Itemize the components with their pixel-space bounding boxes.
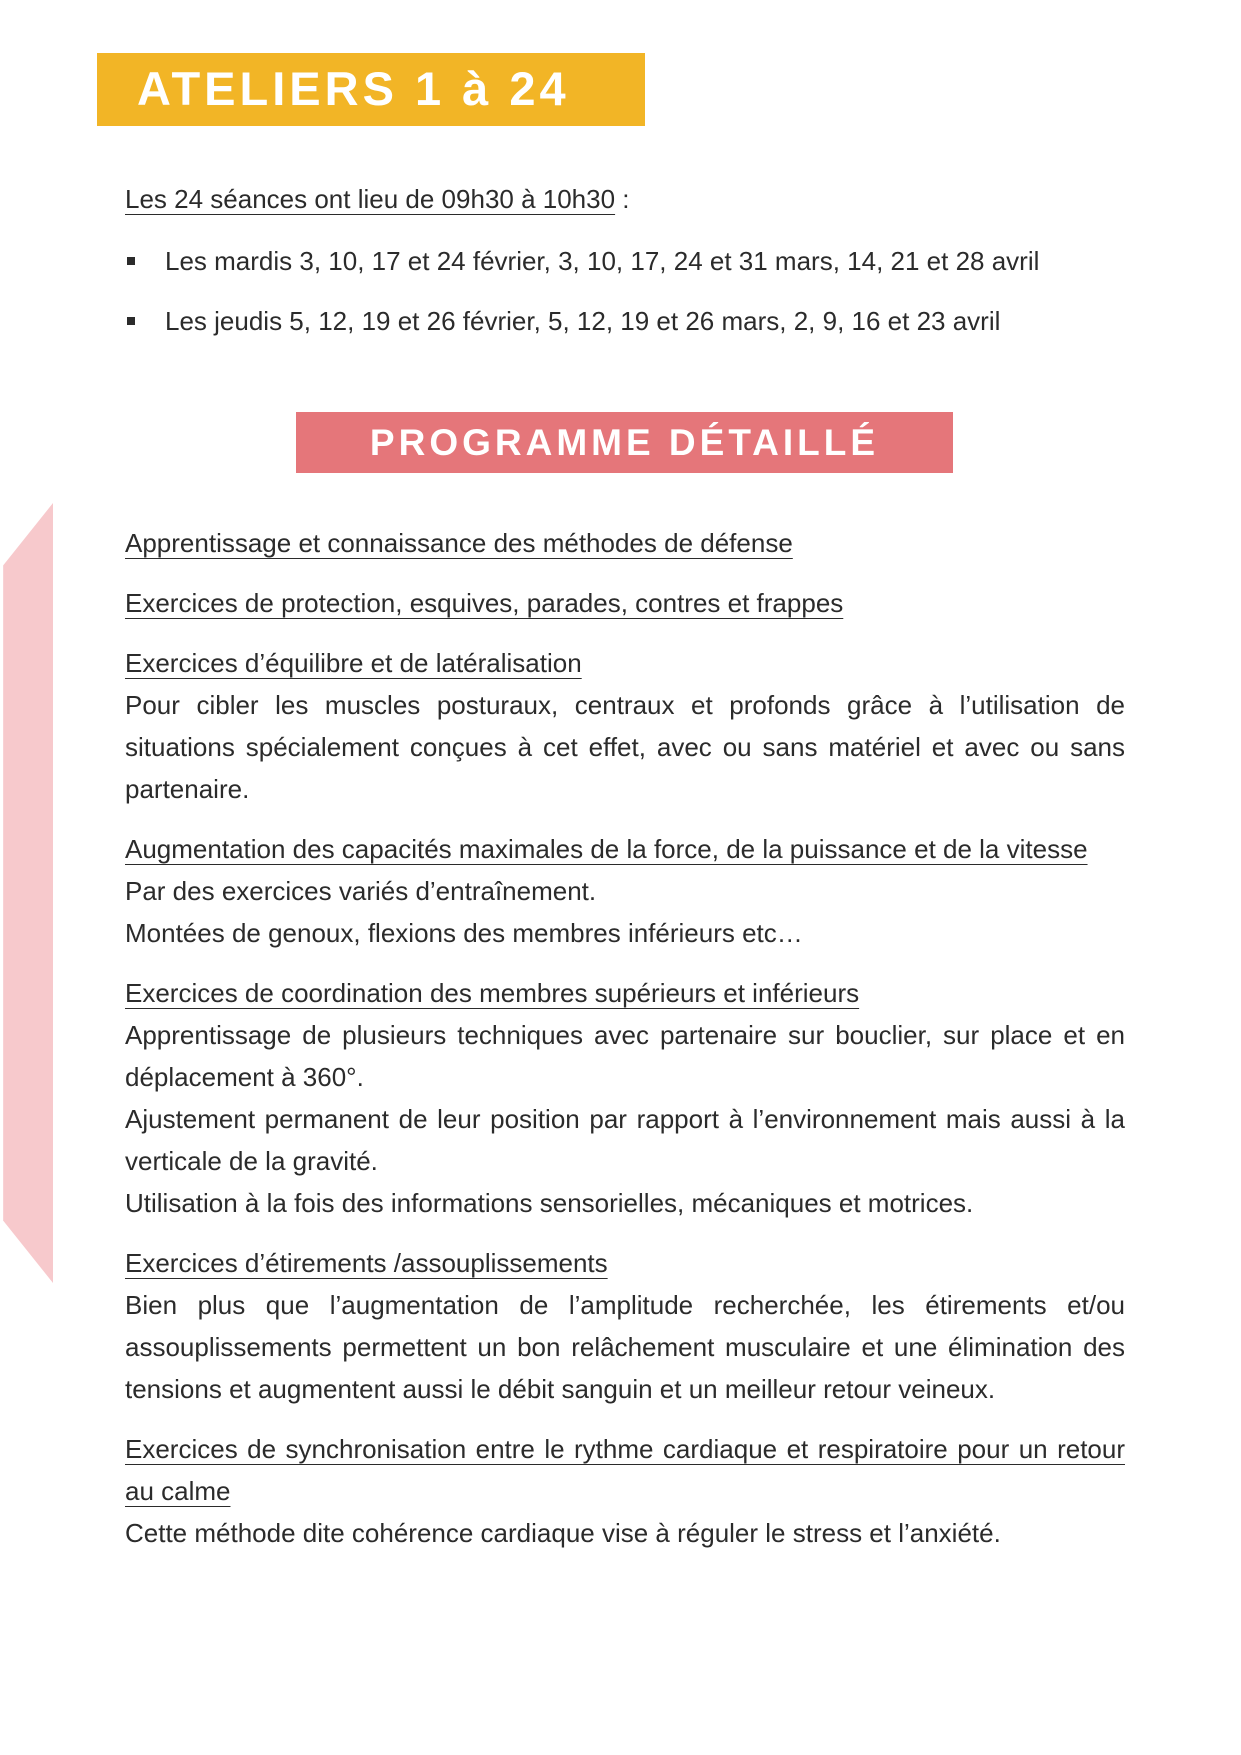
section-strength — [125, 828, 1125, 954]
programme-title: PROGRAMME DÉTAILLÉ — [369, 422, 880, 463]
section-coordination — [125, 972, 1125, 1224]
section-stretching — [125, 1242, 1125, 1410]
programme-banner — [296, 412, 953, 473]
section-balance — [125, 642, 1125, 810]
section-line: Par des exercices variés d’entraînement. — [125, 876, 597, 906]
programme-content — [125, 522, 1125, 1572]
ateliers-banner — [97, 53, 645, 126]
schedule-item-tuesdays — [125, 240, 1125, 282]
schedule-list — [125, 240, 1125, 360]
section-title: Apprentissage et connaissance des méthodes de défense — [125, 528, 793, 558]
schedule-intro-text: Les 24 séances ont lieu de 09h30 à 10h30 — [125, 184, 616, 214]
section-line: Ajustement permanent de leur position par rapport à l’environnement mais aussi à la verticale de la gravité. — [125, 1104, 1125, 1176]
section-title: Exercices d’étirements /assouplissements — [125, 1248, 608, 1278]
schedule-intro — [125, 178, 1125, 220]
section-title: Augmentation des capacités maximales de la force, de la puissance et de la vitesse — [125, 834, 1088, 864]
schedule-item-thursdays — [125, 300, 1125, 342]
schedule-intro-suffix: : — [615, 184, 630, 214]
section-line: Apprentissage de plusieurs techniques avec partenaire sur bouclier, sur place et en déplacement à 360°. — [125, 1020, 1125, 1092]
section-defense-methods — [125, 522, 1125, 564]
section-text: Cette méthode dite cohérence cardiaque vise à réguler le stress et l’anxiété. — [125, 1518, 1001, 1548]
section-title: Exercices de synchronisation entre le rythme cardiaque et respiratoire pour un retour au calme — [125, 1434, 1125, 1506]
section-protection — [125, 582, 1125, 624]
section-text: Bien plus que l’augmentation de l’amplitude recherchée, les étirements et/ou assouplissements permettent un bon relâchement musculaire et une élimination des tensions et augmentent aussi le débit sanguin et un meilleur retour veineux. — [125, 1290, 1125, 1404]
section-title: Exercices d’équilibre et de latéralisation — [125, 648, 582, 678]
ateliers-title: ATELIERS 1 à 24 — [137, 62, 570, 115]
section-title: Exercices de protection, esquives, parades, contres et frappes — [125, 588, 844, 618]
section-text: Pour cibler les muscles posturaux, centraux et profonds grâce à l’utilisation de situations spécialement conçues à cet effet, avec ou sans matériel et avec ou sans partenaire. — [125, 690, 1125, 804]
side-decoration — [0, 503, 53, 1283]
square-bullet-icon — [127, 317, 135, 325]
square-bullet-icon — [127, 257, 135, 265]
section-line: Montées de genoux, flexions des membres inférieurs etc… — [125, 918, 803, 948]
section-line: Utilisation à la fois des informations sensorielles, mécaniques et motrices. — [125, 1188, 974, 1218]
schedule-item-text: Les mardis 3, 10, 17 et 24 février, 3, 10, 17, 24 et 31 mars, 14, 21 et 28 avril — [165, 246, 1040, 276]
section-title: Exercices de coordination des membres supérieurs et inférieurs — [125, 978, 860, 1008]
schedule-item-text: Les jeudis 5, 12, 19 et 26 février, 5, 12, 19 et 26 mars, 2, 9, 16 et 23 avril — [165, 306, 1001, 336]
section-cardiac — [125, 1428, 1125, 1554]
